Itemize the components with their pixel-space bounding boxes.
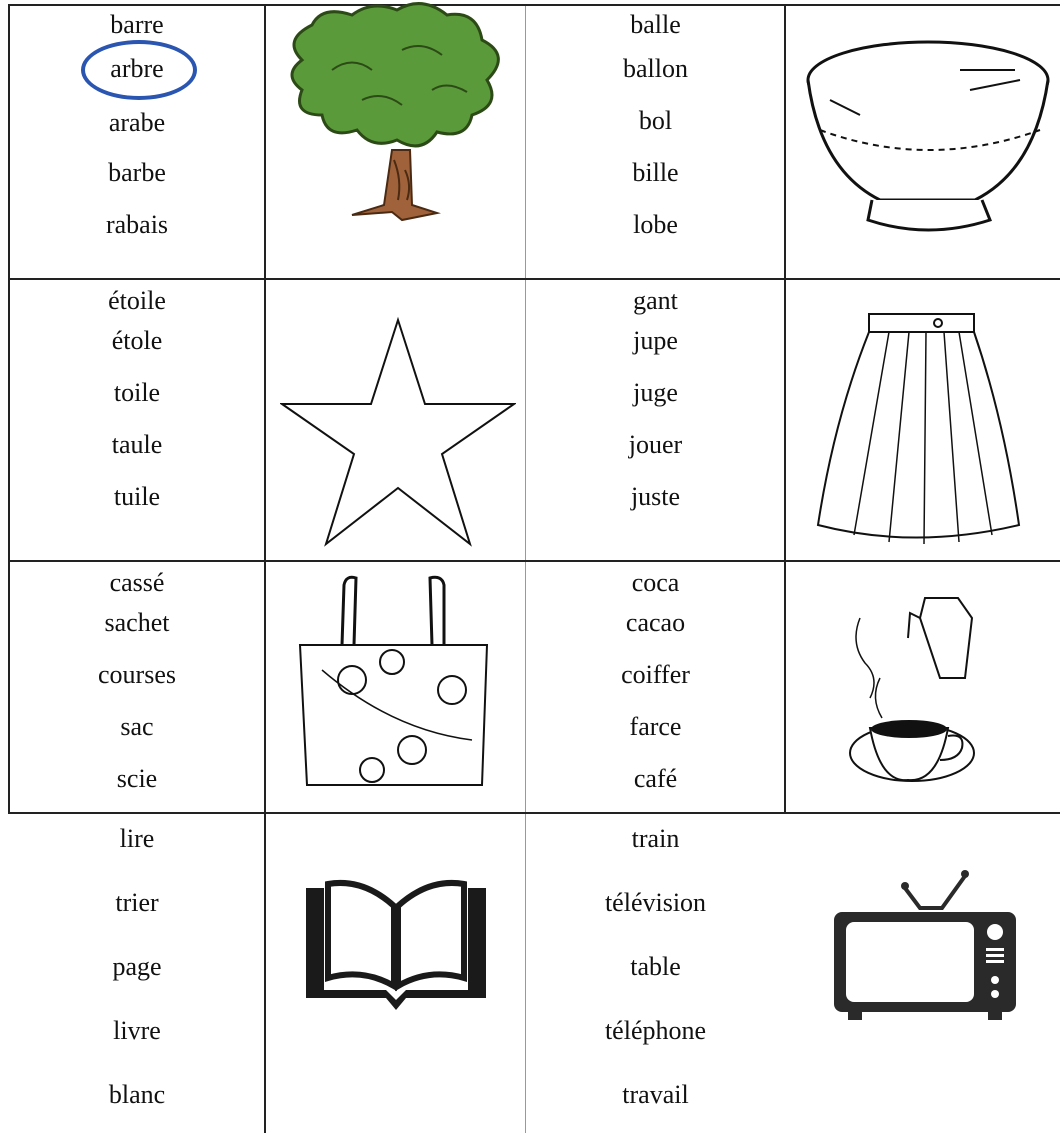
- word-option[interactable]: tuile: [113, 482, 161, 511]
- bag-image: [292, 570, 492, 795]
- word-cell: [527, 562, 784, 812]
- word-option[interactable]: café: [633, 764, 678, 793]
- word-option[interactable]: coiffer: [621, 660, 690, 689]
- word-option[interactable]: table: [630, 952, 681, 981]
- word-option[interactable]: blanc: [108, 1080, 166, 1109]
- word-option[interactable]: lobe: [633, 210, 678, 239]
- answer-circle: [81, 40, 197, 100]
- word-cell: [527, 814, 784, 1132]
- bowl-image: [800, 20, 1056, 245]
- word-option[interactable]: téléphone: [604, 1016, 707, 1045]
- coffee-image: [840, 568, 990, 800]
- grid-line: [784, 4, 786, 813]
- word-option[interactable]: gant: [633, 286, 678, 315]
- word-cell: [10, 562, 264, 812]
- word-option[interactable]: train: [631, 824, 680, 853]
- star-image: [280, 316, 516, 548]
- word-option[interactable]: arbre: [110, 54, 164, 83]
- word-option[interactable]: coca: [631, 568, 680, 597]
- grid-line: [264, 4, 266, 1133]
- word-option[interactable]: page: [112, 952, 162, 981]
- grid-line: [525, 4, 526, 1133]
- television-image: [830, 868, 1020, 1028]
- word-option[interactable]: balle: [630, 10, 681, 39]
- word-cell: [527, 280, 784, 560]
- word-cell: [10, 0, 264, 278]
- skirt-image: [814, 310, 1024, 550]
- word-option[interactable]: scie: [116, 764, 158, 793]
- word-option[interactable]: lire: [119, 824, 155, 853]
- word-option[interactable]: cassé: [109, 568, 165, 597]
- word-option[interactable]: rabais: [105, 210, 169, 239]
- word-option[interactable]: ballon: [623, 54, 688, 83]
- word-option[interactable]: jupe: [633, 326, 678, 355]
- book-image: [298, 878, 494, 1013]
- word-cell: [10, 280, 264, 560]
- word-option[interactable]: courses: [98, 660, 176, 689]
- word-option[interactable]: télévision: [604, 888, 707, 917]
- word-option[interactable]: juste: [630, 482, 681, 511]
- word-option[interactable]: sac: [120, 712, 154, 741]
- word-option[interactable]: bille: [632, 158, 679, 187]
- word-option[interactable]: taule: [111, 430, 163, 459]
- word-option[interactable]: jouer: [628, 430, 683, 459]
- word-option[interactable]: étole: [111, 326, 163, 355]
- word-cell: [527, 0, 784, 278]
- word-option[interactable]: farce: [629, 712, 682, 741]
- word-option[interactable]: livre: [113, 1016, 161, 1045]
- word-cell: [10, 814, 264, 1132]
- word-option[interactable]: étoile: [108, 286, 166, 315]
- word-option[interactable]: travail: [622, 1080, 689, 1109]
- word-option[interactable]: bol: [638, 106, 673, 135]
- word-option[interactable]: trier: [115, 888, 159, 917]
- tree-image: [272, 0, 522, 276]
- word-option[interactable]: sachet: [104, 608, 170, 637]
- word-option[interactable]: barre: [110, 10, 164, 39]
- word-option[interactable]: arabe: [108, 108, 166, 137]
- word-option[interactable]: toile: [113, 378, 161, 407]
- word-option[interactable]: juge: [633, 378, 678, 407]
- word-option[interactable]: cacao: [625, 608, 686, 637]
- word-option[interactable]: barbe: [108, 158, 166, 187]
